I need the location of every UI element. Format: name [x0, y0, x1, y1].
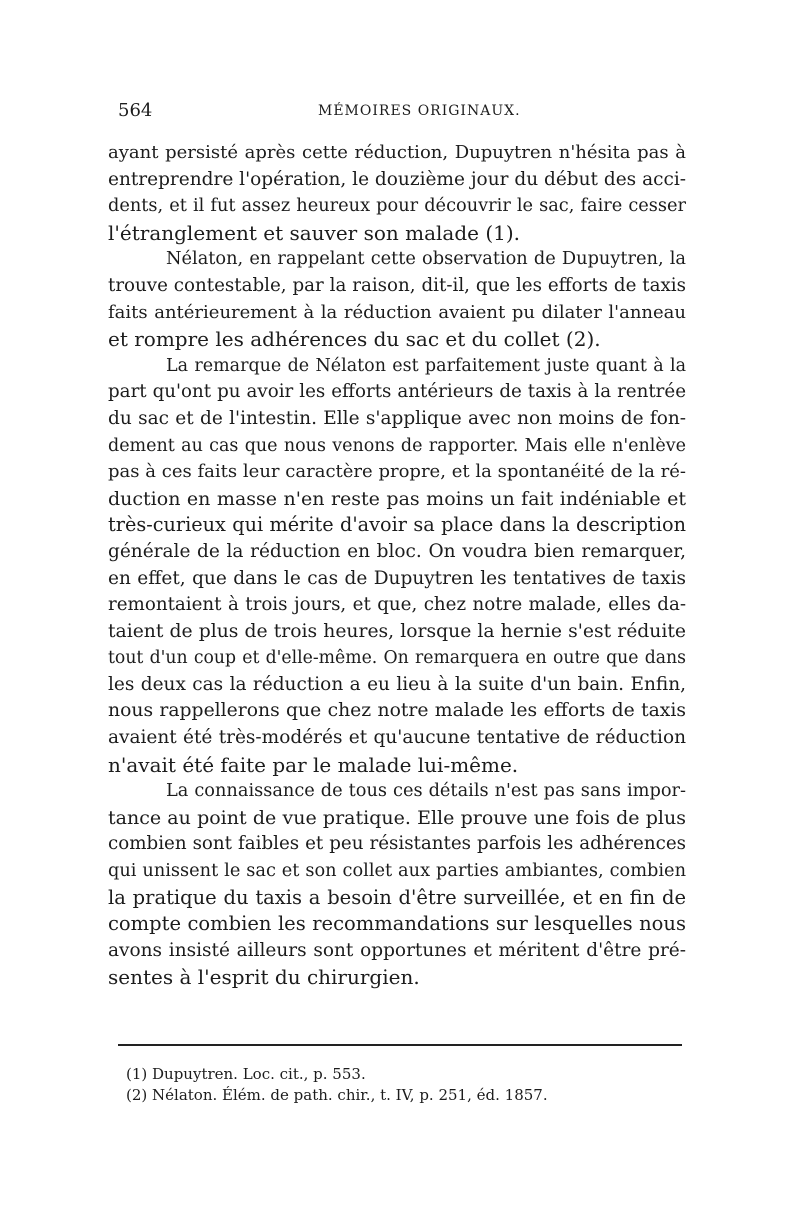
page-number: 564 [118, 100, 153, 121]
page-header [118, 100, 678, 124]
text-line: et rompre les adhérences du sac et du collet (2). [108, 327, 601, 352]
footnotes [126, 1064, 686, 1106]
text-line: n'avait été faite par le malade lui-même. [108, 752, 519, 777]
text-line: générale de la réduction en bloc. On voudra bien remarquer, [108, 540, 686, 562]
text-line: la pratique du taxis a besoin d'être surveillée, et en fin de [108, 885, 686, 909]
footnote-rule [118, 1044, 682, 1046]
text-line: faits antérieurement à la réduction avaient pu dilater l'anneau [108, 301, 686, 323]
text-line: en effet, que dans le cas de Dupuytren les tentatives de taxis [108, 567, 686, 589]
text-line: avaient été très-modérés et qu'aucune tentative de réduction [108, 727, 686, 749]
footnote-1: (1) Dupuytren. Loc. cit., p. 553. [126, 1065, 366, 1083]
text-line: combien sont faibles et peu résistantes parfois les adhérences [108, 833, 686, 855]
text-line: entreprendre l'opération, le douzième jour du début des acci- [108, 168, 686, 190]
text-line: sentes à l'esprit du chirurgien. [108, 965, 420, 990]
text-line: dement au cas que nous venons de rapporter. Mais elle n'enlève [108, 435, 686, 456]
footnote-2: (2) Nélaton. Élém. de path. chir., t. IV, p. 251, éd. 1857. [126, 1086, 548, 1104]
text-line: du sac et de l'intestin. Elle s'applique avec non moins de fon- [108, 407, 686, 429]
text-line: La remarque de Nélaton est parfaitement juste quant à la [166, 355, 686, 376]
text-line: dents, et il fut assez heureux pour découvrir le sac, faire cesser [108, 196, 686, 217]
text-line: ayant persisté après cette réduction, Dupuytren n'hésita pas à [108, 142, 686, 163]
text-line: tance au point de vue pratique. Elle prouve une fois de plus [108, 806, 686, 829]
text-line: avons insisté ailleurs sont opportunes et méritent d'être pré- [108, 939, 686, 961]
text-line: compte combien les recommandations sur lesquelles nous [108, 912, 686, 936]
text-line: pas à ces faits leur caractère propre, et la spontanéité de la ré- [108, 461, 686, 483]
text-line: très-curieux qui mérite d'avoir sa place dans la description [108, 513, 686, 537]
text-line: La connaissance de tous ces détails n'est pas sans impor- [166, 781, 686, 802]
text-line: nous rappellerons que chez notre malade les efforts de taxis [108, 700, 686, 722]
text-line: qui unissent le sac et son collet aux parties ambiantes, combien [108, 861, 686, 882]
text-line: taient de plus de trois heures, lorsque la hernie s'est réduite [108, 620, 686, 642]
text-line: trouve contestable, par la raison, dit-il, que les efforts de taxis [108, 274, 686, 296]
text-line: les deux cas la réduction a eu lieu à la suite d'un bain. Enfin, [108, 673, 686, 695]
text-line: remontaient à trois jours, et que, chez notre malade, elles da- [108, 594, 686, 616]
body-text [108, 140, 686, 991]
text-line: l'étranglement et sauver son malade (1). [108, 220, 521, 245]
running-title: MÉMOIRES ORIGINAUX. [318, 103, 521, 119]
text-line: tout d'un coup et d'elle-même. On remarquera en outre que dans [108, 648, 686, 669]
text-line: part qu'ont pu avoir les efforts antérieurs de taxis à la rentrée [108, 381, 686, 403]
text-line: Nélaton, en rappelant cette observation de Dupuytren, la [166, 249, 686, 270]
text-line: duction en masse n'en reste pas moins un fait indéniable et [108, 487, 686, 510]
